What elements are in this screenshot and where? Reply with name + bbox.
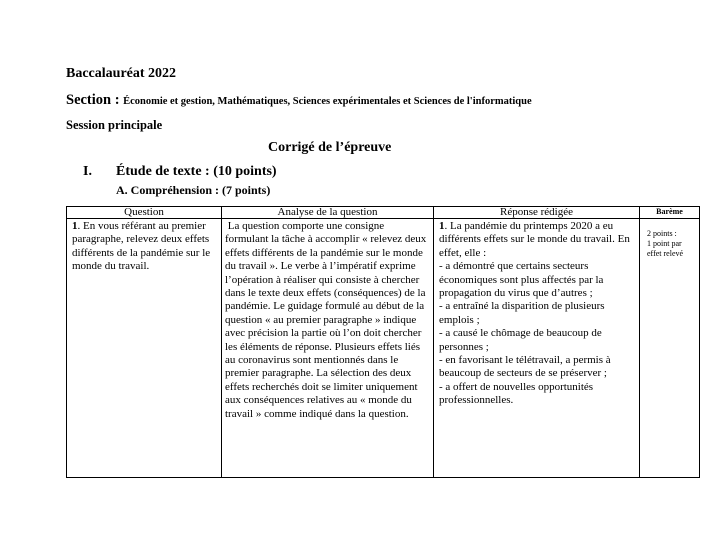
section-value: Économie et gestion, Mathématiques, Sciences expérimentales et Sciences de l'informatique [123, 96, 532, 107]
subpart-title: A. Compréhension : (7 points) [116, 183, 271, 197]
answer-point: - en favorisant le télétravail, a permis à beaucoup de secteurs de se préserver ; [439, 354, 611, 380]
answer-point: - a causé le chômage de beaucoup de personnes ; [439, 327, 602, 353]
table-header-row [67, 207, 700, 219]
answer-intro: . La pandémie du printemps 2020 a eu différents effets sur le monde du travail. En effet, elle : [439, 220, 630, 259]
part-number: I. [83, 164, 92, 179]
exam-title: Baccalauréat 2022 [66, 66, 177, 81]
section-line [66, 92, 532, 109]
document-title: Corrigé de l’épreuve [268, 140, 392, 155]
session-label: Session principale [66, 118, 163, 132]
answer-point: - a démontré que certains secteurs économiques sont plus affectés par la propagation du virus que d’autres ; [439, 260, 604, 300]
question-number: 1 [72, 220, 78, 232]
column-header-answer: Réponse rédigée [434, 207, 640, 219]
answer-number: 1 [439, 220, 445, 232]
column-header-question: Question [67, 207, 222, 219]
question-cell [67, 219, 222, 478]
answer-point: - a entraîné la disparition de plusieurs emplois ; [439, 300, 605, 326]
column-header-analysis: Analyse de la question [222, 207, 434, 219]
bareme-cell [640, 219, 700, 478]
question-text: . En vous référant au premier paragraphe, relevez deux effets différents de la pandémie sur le monde du travail. [72, 220, 211, 273]
table-row [67, 219, 700, 478]
analysis-text: La question comporte une consigne formulant la tâche à accomplir « relevez deux effets différents de la pandémie sur le monde du travail ». Le verbe à l’impératif exprime l’opération à réaliser qui consiste à chercher dans le texte deux effets (conséquences) de la pandémie. Le guidage formulé au début de la question « au premier paragraphe » indique avec précision la partie où l’on doit chercher les éléments de réponse. Plusieurs effets liés au coronavirus sont mentionnés dans le premier paragraphe. La sélection des deux effets recherchés doit se limiter uniquement aux conséquences relatives au « monde du travail » comme indiqué dans la question. [225, 220, 430, 420]
correction-table [66, 206, 700, 478]
answer-point: - a offert de nouvelles opportunités professionnelles. [439, 380, 594, 407]
column-header-bareme: Barème [640, 207, 700, 219]
section-label: Section : [66, 92, 120, 108]
bareme-detail: 1 point par effet relevé [647, 239, 684, 258]
bareme-total: 2 points : [647, 229, 677, 238]
part-title: Étude de texte : (10 points) [116, 164, 277, 179]
answer-cell [434, 219, 640, 478]
analysis-cell [222, 219, 434, 478]
